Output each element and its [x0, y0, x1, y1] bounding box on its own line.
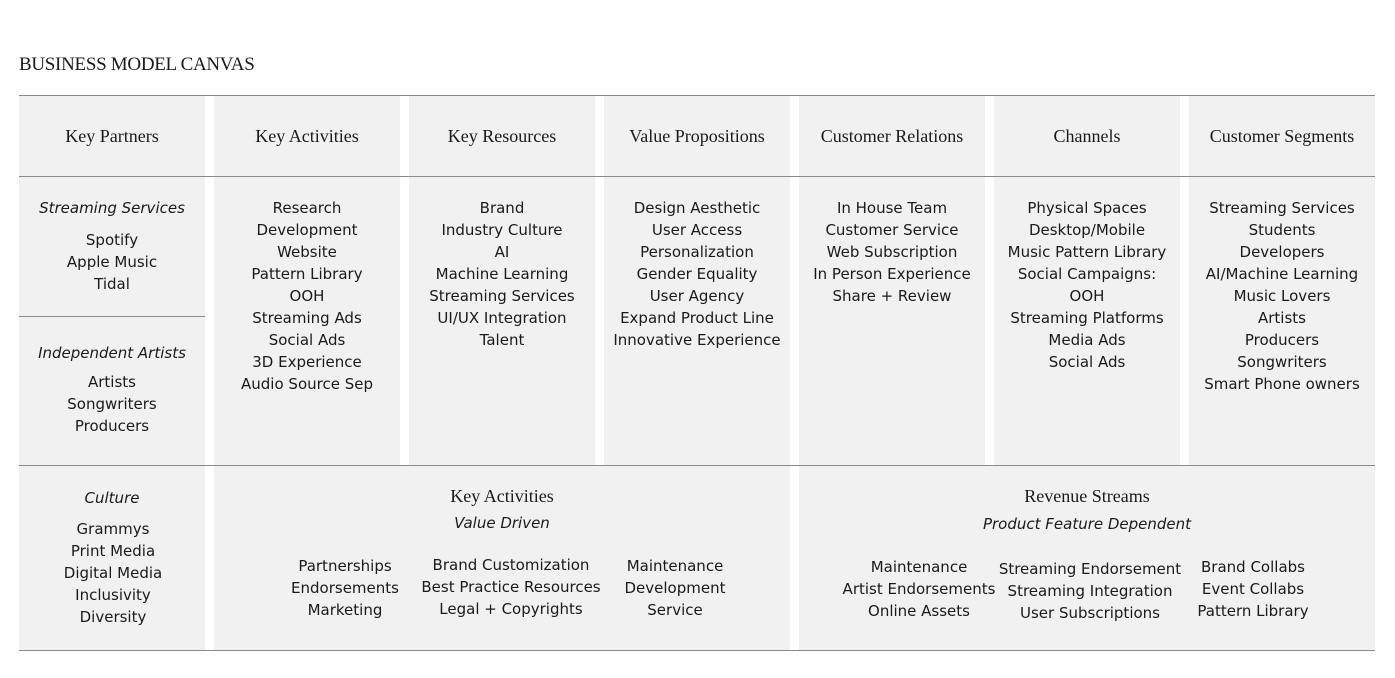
list-item: 3D Experience [252, 353, 362, 371]
list-item: Development [624, 579, 726, 597]
list-item: Streaming Platforms [1010, 309, 1164, 327]
revenue-list-3 [1197, 556, 1308, 622]
list-item: Print Media [70, 542, 156, 560]
list-item: Songwriters [1237, 353, 1327, 371]
list-item: Physical Spaces [1027, 199, 1147, 217]
list-item: OOH [1069, 287, 1105, 305]
list-item: Producers [74, 417, 150, 435]
list-item: Spotify [85, 231, 139, 249]
culture-label: Culture [84, 489, 140, 507]
cost-subheader: Value Driven [454, 514, 550, 532]
cost-structure-panel [214, 466, 790, 650]
key-activities-header: Key Activities [255, 125, 359, 146]
value-propositions-column [604, 96, 790, 465]
list-item: Social Ads [1048, 353, 1126, 371]
list-item: Partnerships [298, 557, 392, 575]
customer-relations-column [799, 96, 985, 465]
revenue-subheader: Product Feature Dependent [982, 515, 1192, 533]
list-item: Brand [479, 199, 525, 217]
list-item: Maintenance [626, 557, 724, 575]
list-item: Best Practice Resources [421, 578, 601, 596]
bottom-border [19, 650, 1375, 651]
key-partners-header: Key Partners [65, 125, 159, 146]
list-item: Design Aesthetic [633, 199, 761, 217]
list-item: Grammys [76, 520, 150, 538]
top-border [19, 95, 1375, 96]
list-item: Streaming Services [429, 287, 575, 305]
customer-relations-header: Customer Relations [820, 125, 964, 146]
list-item: Social Ads [268, 331, 346, 349]
list-item: Artists [88, 373, 136, 391]
list-item: Share + Review [832, 287, 952, 305]
channels-header: Channels [1053, 125, 1121, 146]
list-item: In House Team [836, 199, 948, 217]
list-item: Web Subscription [826, 243, 958, 261]
list-item: Personalization [640, 243, 754, 261]
list-item: Producers [1244, 331, 1320, 349]
list-item: Smart Phone owners [1204, 375, 1360, 393]
customer-segments-column [1189, 96, 1375, 465]
list-item: Apple Music [66, 253, 158, 271]
key-activities-column [214, 96, 400, 465]
list-item: Talent [479, 331, 525, 349]
cost-list-2 [421, 554, 600, 620]
list-item: Endorsements [291, 579, 399, 597]
list-item: Music Pattern Library [1007, 243, 1167, 261]
revenue-header: Revenue Streams [1024, 486, 1150, 506]
list-item: Desktop/Mobile [1028, 221, 1146, 239]
list-item: Research [272, 199, 342, 217]
list-item: Audio Source Sep [241, 375, 373, 393]
list-item: Music Lovers [1233, 287, 1331, 305]
culture-list [64, 518, 162, 628]
list-item: Digital Media [63, 564, 163, 582]
list-item: Customer Service [825, 221, 959, 239]
list-item: Event Collabs [1201, 580, 1305, 598]
list-item: Artists [1258, 309, 1306, 327]
revenue-list-1 [843, 556, 996, 622]
list-item: Gender Equality [636, 265, 758, 283]
list-item: OOH [289, 287, 325, 305]
list-item: AI [494, 243, 510, 261]
list-item: Maintenance [870, 558, 968, 576]
independent-artists-group [19, 342, 205, 437]
list-item: Development [256, 221, 358, 239]
list-item: In Person Experience [813, 265, 971, 283]
list-item: Online Assets [868, 602, 970, 620]
list-item: Streaming Integration [1007, 582, 1173, 600]
key-partners-column [19, 96, 205, 465]
cost-list-3 [625, 555, 726, 621]
partners-divider [19, 316, 205, 317]
list-item: Marketing [307, 601, 383, 619]
channels-column [994, 96, 1180, 465]
list-item: Pattern Library [1197, 602, 1309, 620]
list-item: Diversity [79, 608, 147, 626]
list-item: Machine Learning [435, 265, 569, 283]
list-item: Artist Endorsements [842, 580, 996, 598]
header-divider [19, 176, 1375, 177]
list-item: UI/UX Integration [437, 309, 567, 327]
list-item: Streaming Services [1209, 199, 1355, 217]
list-item: Innovative Experience [613, 331, 781, 349]
list-item: Tidal [94, 275, 130, 293]
key-resources-header: Key Resources [447, 125, 557, 146]
list-item: Songwriters [67, 395, 157, 413]
list-item: Social Campaigns: [1017, 265, 1157, 283]
list-item: User Subscriptions [1020, 604, 1160, 622]
list-item: Streaming Ads [252, 309, 362, 327]
cost-list-1 [291, 555, 399, 621]
revenue-list-2 [999, 558, 1181, 624]
list-item: Website [277, 243, 337, 261]
list-item: Inclusivity [75, 586, 151, 604]
streaming-services-group [19, 197, 205, 295]
list-item: User Access [651, 221, 743, 239]
list-item: Pattern Library [251, 265, 363, 283]
culture-panel [19, 466, 205, 650]
list-item: Brand Collabs [1201, 558, 1305, 576]
customer-segments-header: Customer Segments [1209, 125, 1355, 146]
page-title: BUSINESS MODEL CANVAS [19, 54, 255, 75]
list-item: User Agency [649, 287, 745, 305]
list-item: Service [647, 601, 703, 619]
list-item: Expand Product Line [620, 309, 774, 327]
list-item: Brand Customization [432, 556, 590, 574]
list-item: Media Ads [1048, 331, 1126, 349]
value-propositions-header: Value Propositions [629, 125, 765, 146]
revenue-streams-panel [799, 466, 1375, 650]
key-resources-column [409, 96, 595, 465]
list-item: AI/Machine Learning [1205, 265, 1359, 283]
streaming-services-label: Streaming Services [39, 199, 185, 217]
list-item: Industry Culture [441, 221, 563, 239]
list-item: Streaming Endorsement [998, 560, 1182, 578]
cost-header: Key Activities [450, 486, 554, 506]
list-item: Legal + Copyrights [439, 600, 583, 618]
list-item: Students [1248, 221, 1316, 239]
list-item: Developers [1239, 243, 1325, 261]
independent-artists-label: Independent Artists [38, 344, 186, 362]
